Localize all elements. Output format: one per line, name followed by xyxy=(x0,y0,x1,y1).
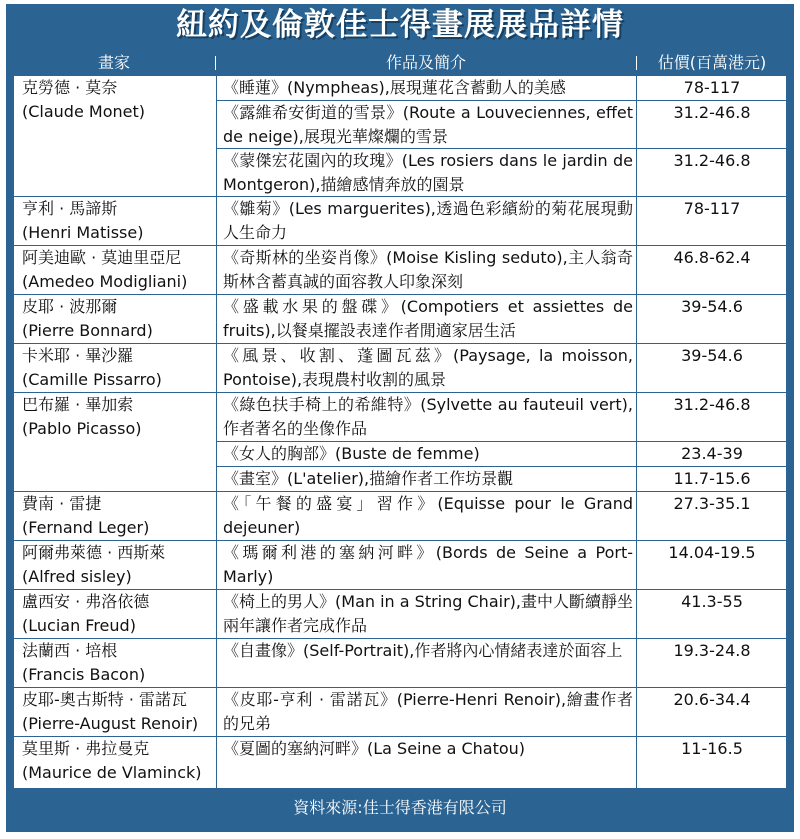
artist-name-en: (Claude Monet) xyxy=(22,102,145,121)
work-description: 《蒙傑宏花園內的玫瑰》(Les rosiers dans le jardin de Montgeron),描繪感情奔放的園景 xyxy=(223,151,633,194)
artist-name-cn: 卡米耶 · 畢沙羅 xyxy=(22,346,134,365)
artist-name-en: (Maurice de Vlaminck) xyxy=(22,763,202,782)
artist-name-en: (Henri Matisse) xyxy=(22,223,144,242)
works-cell xyxy=(216,344,637,392)
work-description: 《睡蓮》(Nympheas),展現蓮花含蓄動人的美感 xyxy=(223,78,566,97)
artist-name-en: (Pierre-August Renoir) xyxy=(22,714,199,733)
header-artist: 畫家 xyxy=(97,53,130,72)
work-item xyxy=(217,467,637,491)
table-row xyxy=(14,688,786,737)
work-item xyxy=(217,149,637,196)
artist-name-cn: 法蘭西 · 培根 xyxy=(22,641,118,660)
table-row xyxy=(14,492,786,541)
work-item xyxy=(217,246,637,294)
work-description: 《夏圖的塞納河畔》(La Seine a Chatou) xyxy=(223,739,526,758)
artist-cell xyxy=(22,246,212,294)
price-value: 11.7-15.6 xyxy=(673,469,751,488)
works-cell xyxy=(216,541,637,589)
price-value: 41.3-55 xyxy=(681,592,743,611)
price-value: 11-16.5 xyxy=(681,739,743,758)
works-cell xyxy=(216,688,637,736)
price-cell xyxy=(636,197,787,245)
price-value: 39-54.6 xyxy=(681,346,743,365)
price-value: 46.8-62.4 xyxy=(673,248,751,267)
artist-name-en: (Lucian Freud) xyxy=(22,616,136,635)
artist-cell xyxy=(22,688,212,736)
artist-name-cn: 盧西安 · 弗洛依德 xyxy=(22,592,150,611)
artist-name-cn: 阿美迪歐 · 莫迪里亞尼 xyxy=(22,248,182,267)
table-row xyxy=(14,295,786,344)
table-row xyxy=(14,76,786,197)
work-description: 《盛載水果的盤碟》(Compotiers et assiettes de fruits),以餐桌擺設表達作者閒適家居生活 xyxy=(223,297,633,340)
artist-cell xyxy=(22,295,212,343)
price-value: 14.04-19.5 xyxy=(668,543,756,562)
table-header xyxy=(6,52,794,74)
price-cell xyxy=(636,246,787,294)
price-value: 31.2-46.8 xyxy=(637,101,787,149)
price-cell xyxy=(636,541,787,589)
works-cell xyxy=(216,737,637,788)
work-item xyxy=(217,197,637,245)
page-title: 紐約及倫敦佳士得畫展展品詳情 xyxy=(176,7,624,43)
artwork-table xyxy=(14,76,786,788)
artist-cell xyxy=(22,197,212,245)
table-row xyxy=(14,344,786,393)
work-item xyxy=(217,344,637,392)
table-row xyxy=(14,590,786,639)
price-value: 78-117 xyxy=(637,76,787,101)
price-cell xyxy=(636,344,787,392)
works-cell xyxy=(216,76,637,196)
work-description: 《奇斯林的坐姿肖像》(Moise Kisling seduto),主人翁奇斯林含蓄真誠的面容教人印象深刻 xyxy=(223,248,633,291)
artist-name-cn: 皮耶 · 波那爾 xyxy=(22,297,118,316)
work-description: 《露維希安街道的雪景》(Route a Louveciennes, effet de neige),展現光華燦爛的雪景 xyxy=(223,103,633,146)
price-value: 31.2-46.8 xyxy=(637,393,787,442)
price-value: 31.2-46.8 xyxy=(673,151,751,170)
artist-name-cn: 亨利 · 馬諦斯 xyxy=(22,199,118,218)
artist-cell xyxy=(22,344,212,392)
artist-name-cn: 阿爾弗萊德 · 西斯萊 xyxy=(22,543,166,562)
work-item xyxy=(217,639,637,687)
artist-name-en: (Alfred sisley) xyxy=(22,567,132,586)
table-row xyxy=(14,737,786,788)
price-cell xyxy=(636,76,787,196)
artist-cell xyxy=(22,393,212,441)
price-value: 78-117 xyxy=(683,199,741,218)
header-works: 作品及簡介 xyxy=(385,53,466,72)
artist-cell xyxy=(22,76,212,124)
work-description: 《自畫像》(Self-Portrait),作者將內心情緒表達於面容上 xyxy=(223,641,623,660)
artist-cell xyxy=(22,590,212,638)
table-row xyxy=(14,197,786,246)
price-cell xyxy=(636,295,787,343)
price-value: 39-54.6 xyxy=(681,297,743,316)
artist-name-cn: 皮耶-奧古斯特 · 雷諾瓦 xyxy=(22,690,188,709)
work-description: 《瑪爾利港的塞納河畔》(Bords de Seine a Port-Marly) xyxy=(223,543,633,586)
work-description: 《皮耶-亨利 · 雷諾瓦》(Pierre-Henri Renoir),繪畫作者的兄弟 xyxy=(223,690,633,733)
works-cell xyxy=(216,639,637,687)
artist-cell xyxy=(22,492,212,540)
works-cell xyxy=(216,246,637,294)
price-value: 19.3-24.8 xyxy=(673,641,751,660)
work-item xyxy=(217,442,637,467)
source-note: 資料來源:佳士得香港有限公司 xyxy=(293,798,507,817)
table-row xyxy=(14,541,786,590)
work-description: 《女人的胸部》(Buste de femme) xyxy=(223,444,480,463)
works-cell xyxy=(216,197,637,245)
price-value: 23.4-39 xyxy=(637,442,787,467)
infographic-panel xyxy=(6,4,794,832)
artist-name-en: (Francis Bacon) xyxy=(22,665,146,684)
works-cell xyxy=(216,492,637,540)
work-item xyxy=(217,541,637,589)
artist-name-en: (Fernand Leger) xyxy=(22,518,150,537)
work-item xyxy=(217,737,637,788)
artist-cell xyxy=(22,639,212,687)
work-item xyxy=(217,492,637,540)
work-description: 《椅上的男人》(Man in a String Chair),畫中人斷續靜坐兩年讓作者完成作品 xyxy=(223,592,633,635)
price-cell xyxy=(636,590,787,638)
work-item xyxy=(217,590,637,638)
price-value: 20.6-34.4 xyxy=(673,690,751,709)
artist-name-en: (Pablo Picasso) xyxy=(22,419,142,438)
work-description: 《畫室》(L'atelier),描繪作者工作坊景觀 xyxy=(223,469,514,488)
artist-name-cn: 克勞德 · 莫奈 xyxy=(22,78,118,97)
work-description: 《綠色扶手椅上的希維特》(Sylvette au fauteuil vert),作者著名的坐像作品 xyxy=(223,395,633,438)
artist-cell xyxy=(22,737,212,785)
work-description: 《風景、收割、蓬圖瓦茲》(Paysage, la moisson, Pontoise),表現農村收割的風景 xyxy=(223,346,633,389)
artist-name-cn: 莫里斯 · 弗拉曼克 xyxy=(22,739,150,758)
table-row xyxy=(14,639,786,688)
works-cell xyxy=(216,393,637,491)
artist-cell xyxy=(22,541,212,589)
works-cell xyxy=(216,590,637,638)
table-row xyxy=(14,393,786,492)
work-item xyxy=(217,393,637,442)
work-description: 《雛菊》(Les marguerites),透過色彩繽紛的菊花展現動人生命力 xyxy=(223,199,633,242)
work-item xyxy=(217,295,637,343)
artist-name-cn: 巴布羅 · 畢加索 xyxy=(22,395,134,414)
header-price: 估價(百萬港元) xyxy=(657,53,767,72)
artist-name-en: (Amedeo Modigliani) xyxy=(22,272,188,291)
artist-name-en: (Pierre Bonnard) xyxy=(22,321,153,340)
price-cell xyxy=(636,393,787,491)
artist-name-cn: 費南 · 雷捷 xyxy=(22,494,102,513)
work-item xyxy=(217,101,637,149)
table-row xyxy=(14,246,786,295)
price-cell xyxy=(636,639,787,687)
price-value: 27.3-35.1 xyxy=(673,494,751,513)
artist-name-en: (Camille Pissarro) xyxy=(22,370,162,389)
work-item xyxy=(217,688,637,736)
works-cell xyxy=(216,295,637,343)
price-cell xyxy=(636,492,787,540)
work-item xyxy=(217,76,637,101)
work-description: 《「午餐的盛宴」習作》(Equisse pour le Grand dejeuner) xyxy=(223,494,633,537)
price-cell xyxy=(636,737,787,788)
price-cell xyxy=(636,688,787,736)
